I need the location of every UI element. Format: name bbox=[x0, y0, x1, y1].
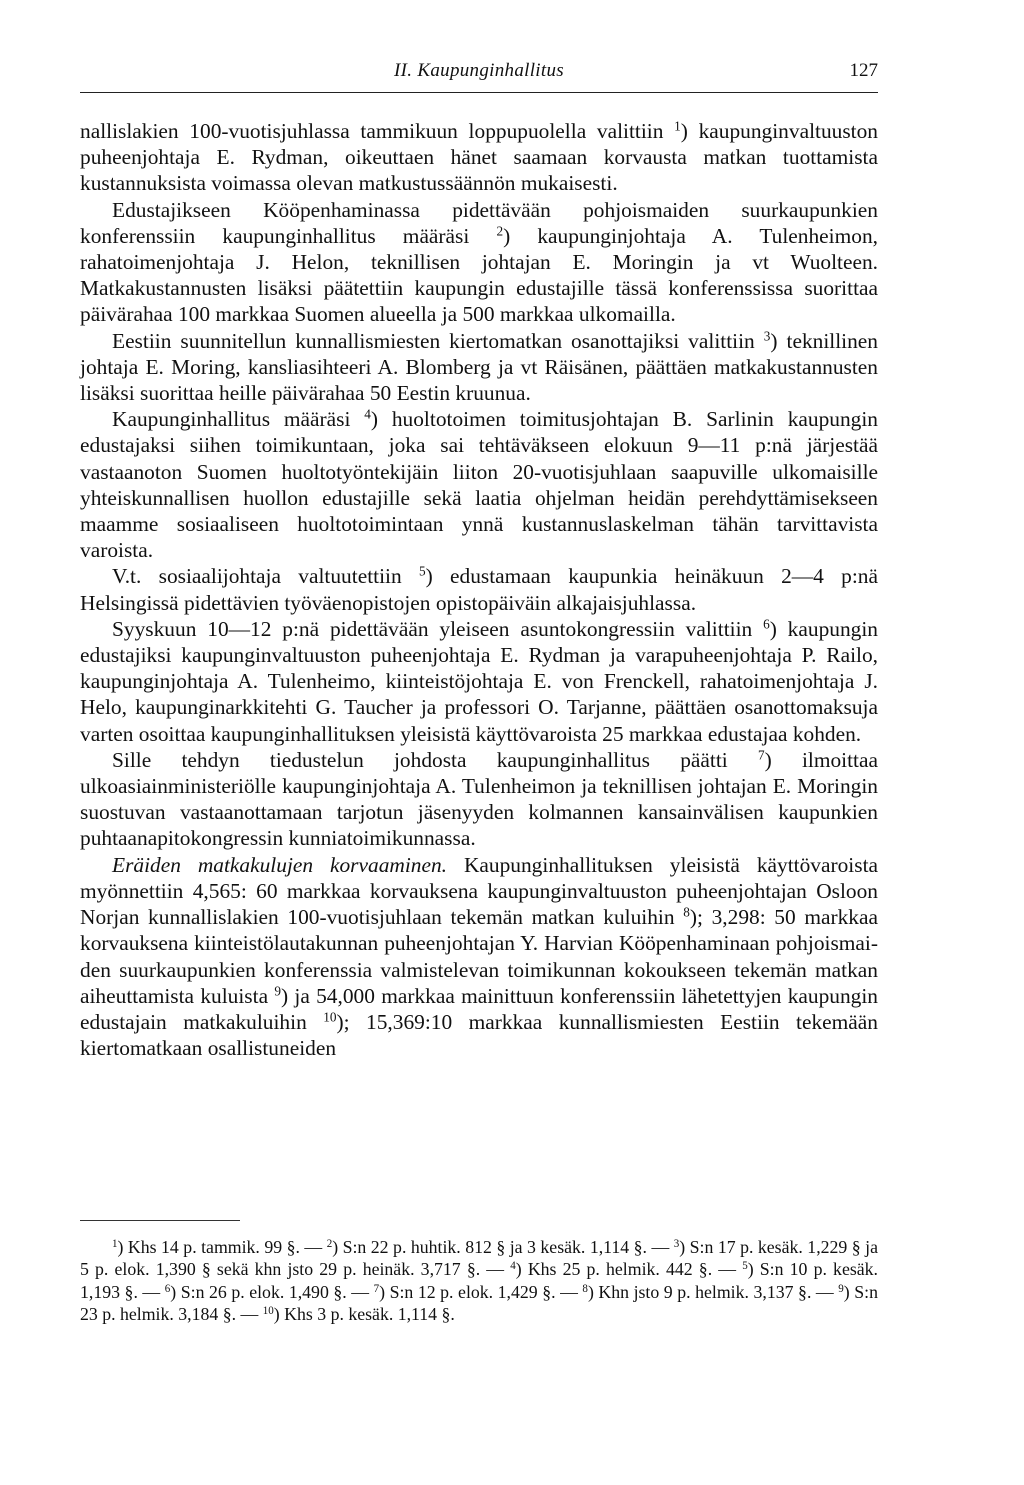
paragraph bbox=[80, 328, 878, 407]
text-run: ) S:n 10 p. kesäk. 1,193 §. — bbox=[80, 1259, 878, 1302]
text-run: ) ja 54,000 markkaa mainittuun konferenssiin lähetettyjen kaupungin edustajain matkakuluihin bbox=[80, 983, 879, 1034]
paragraph bbox=[80, 852, 878, 1062]
text-run: ) S:n 12 p. elok. 1,429 §. — bbox=[379, 1281, 583, 1302]
text-run: nallislakien 100-vuotisjuhlassa tammikuun loppupuolella valittiin bbox=[80, 119, 675, 143]
text-run: ); 15,369:10 markkaa kunnallismiesten Eestiin tekemään kiertomatkaan osallistuneiden bbox=[80, 1009, 878, 1061]
footnote-marker: 2 bbox=[326, 1237, 333, 1250]
footnote-marker: 9 bbox=[274, 983, 281, 999]
text-run: ) kaupunginvaltuuston puheenjohtaja E. Rydman, oikeuttaen hänet saamaan korvausta matkan tuottamista kustannuksista voimassa olevan matkustussäännön mukaisesti. bbox=[80, 119, 878, 196]
text-run: Kaupunginhallituksen yleisistä käyttövaroista myönnettiin 4,565: 60 markkaa korvauksena kaupunginvaltuuston puheenjohtajan Osloon Norjan kunnallislakien 100-vuotisjuhlaan tekemän matkan kuluihin bbox=[80, 852, 879, 930]
paragraph bbox=[80, 563, 878, 615]
text-run: ) Khn jsto 9 p. helmik. 3,137 §. — bbox=[587, 1281, 839, 1302]
footnote-marker: 7 bbox=[373, 1282, 380, 1295]
page-number: 127 bbox=[849, 60, 878, 81]
footnote-rule bbox=[80, 1220, 240, 1221]
text-run: ) huoltotoimen toimitusjohtajan B. Sarlinin kaupungin edustajaksi siihen toimikuntaan, joka sai tehtäväkseen elokuun 9—11 p:nä järjestää vastaanoton Suomen huoltotyöntekijäin liiton 20-vuotisjuhlaan saapuville ulkomaisille yhteiskunnallisen huollon edustajille sekä laatia ohjelman heidän perehdyttämisekseen maamme sosiaaliseen huoltotoimintaan ynnä kustannuslaskelman tähän tarvittavista varoista. bbox=[80, 407, 878, 563]
paragraph bbox=[80, 197, 878, 328]
footnote-marker: 8 bbox=[582, 1282, 588, 1295]
text-run: ) edustamaan kaupunkia heinäkuun 2—4 p:nä Helsingissä pidettävien työväenopistojen opistopäiväin alkajaisjuhlassa. bbox=[80, 564, 878, 615]
footnote-marker: 7 bbox=[757, 747, 765, 763]
text-run: V.t. sosiaalijohtaja valtuutettiin bbox=[112, 564, 419, 589]
paragraph bbox=[80, 616, 878, 747]
footnote-marker: 9 bbox=[838, 1282, 844, 1295]
footnote-marker: 8 bbox=[683, 904, 690, 920]
text-run: ) Khs 14 p. tammik. 99 §. — bbox=[117, 1237, 327, 1257]
text-run: Edustajikseen Kööpenhaminassa pidettävään pohjoismaiden suurkaupunkien konferenssiin kaupunginhallitus määräsi bbox=[80, 197, 878, 248]
section-heading: Eräiden matkakulujen korvaaminen. bbox=[112, 852, 448, 877]
footnote-marker: 1 bbox=[112, 1237, 118, 1250]
text-run: Eestiin suunnitellun kunnallismiesten kiertomatkan osanottajiksi valittiin bbox=[112, 328, 764, 353]
text-run: ) S:n 23 p. helmik. 3,184 §. — bbox=[80, 1281, 878, 1324]
text-run: ) S:n 26 p. elok. 1,490 §. — bbox=[170, 1281, 374, 1302]
footnote-marker: 2 bbox=[496, 223, 504, 239]
paragraph bbox=[80, 747, 878, 852]
footnote-marker: 1 bbox=[674, 118, 681, 134]
paragraph bbox=[80, 118, 878, 197]
text-run: ) kaupungin edustajiksi kaupunginvaltuuston puheenjohtaja E. Rydman ja varapuheenjohtaja P. Railo, kaupunginjohtaja A. Tulenheimo, kiinteistöjohtaja E. von Frenckell, rahatoimenjohtaja J. Helo, kaupunginarkkitehti G. Taucher ja professori O. Tarjanne, päättäen osanottomaksuja varten osoittaa kaupunginhallituksen yleisistä käyttövaroista 25 markkaa edustajaa kohden. bbox=[80, 616, 878, 746]
text-run: ) teknillinen johtaja E. Moring, kansliasihteeri A. Blomberg ja vt Räisänen, päättäen matkakustannusten lisäksi suorittaa heille päivärahaa 50 Eestin kruunua. bbox=[80, 328, 878, 406]
text-run: ) ilmoittaa ulkoasiainministeriölle kaupunginjohtaja A. Tulenheimon ja teknillisen johtajan E. Moringin suostuvan vastaanottamaan tarjotun jäsenyyden kolmannen kansainvälisen kaupunkien puhtaanapitokongressin kunniatoimikunnassa. bbox=[80, 747, 878, 851]
footnote-marker: 10 bbox=[323, 1009, 337, 1025]
paragraph bbox=[80, 406, 878, 563]
text-run: ) Khs 3 p. kesäk. 1,114 §. bbox=[273, 1303, 455, 1324]
footnote-marker: 6 bbox=[763, 616, 770, 632]
page-header bbox=[80, 58, 878, 93]
text-run: ); 3,298: 50 markkaa korvauksena kiinteistölautakunnan puheenjohtajan Y. Harvian Kööpenhaminaan pohjoismaiden suurkaupunkien konferenssia valmistelevan toimikunnan kokoukseen tekemän matkan aiheuttamista kuluista bbox=[80, 905, 878, 1008]
footnote-marker: 5 bbox=[742, 1260, 748, 1273]
text-run: ) S:n 17 p. kesäk. 1,229 § ja 5 p. elok. 1,390 § sekä khn jsto 29 p. heinäk. 3,717 §. — bbox=[80, 1237, 878, 1280]
text-run: Sille tehdyn tiedustelun johdosta kaupunginhallitus päätti bbox=[112, 747, 758, 772]
footnote-marker: 6 bbox=[164, 1282, 171, 1295]
text-run: ) Khs 25 p. helmik. 442 §. — bbox=[515, 1259, 743, 1280]
footnote-paragraph bbox=[80, 1236, 878, 1325]
text-run: ) kaupunginjohtaja A. Tulenheimon, rahatoimenjohtaja J. Helon, teknillisen johtajan E. Moringin ja vt Wuolteen. Matkakustannusten lisäksi päätettiin kaupungin edustajille tässä konferenssissa suorittaa päivärahaa 100 markkaa Suomen alueella ja 500 markkaa ulkomailla. bbox=[80, 223, 878, 327]
footnote-marker: 4 bbox=[364, 406, 371, 422]
footnotes bbox=[80, 1236, 878, 1325]
text-run: ) S:n 22 p. huhtik. 812 § ja 3 kesäk. 1,114 §. — bbox=[332, 1237, 674, 1257]
footnote-marker: 10 bbox=[262, 1304, 274, 1317]
text-run: Syyskuun 10—12 p:nä pidettävään yleiseen asuntokongressiin valittiin bbox=[112, 616, 764, 641]
body-text bbox=[80, 118, 878, 1061]
footnote-marker: 5 bbox=[418, 564, 426, 580]
footnote-marker: 3 bbox=[673, 1237, 680, 1250]
footnote-marker: 4 bbox=[510, 1260, 516, 1273]
text-run: Kaupunginhallitus määräsi bbox=[112, 407, 365, 432]
running-title: II. Kaupunginhallitus bbox=[394, 60, 564, 81]
footnote-marker: 3 bbox=[763, 328, 771, 344]
